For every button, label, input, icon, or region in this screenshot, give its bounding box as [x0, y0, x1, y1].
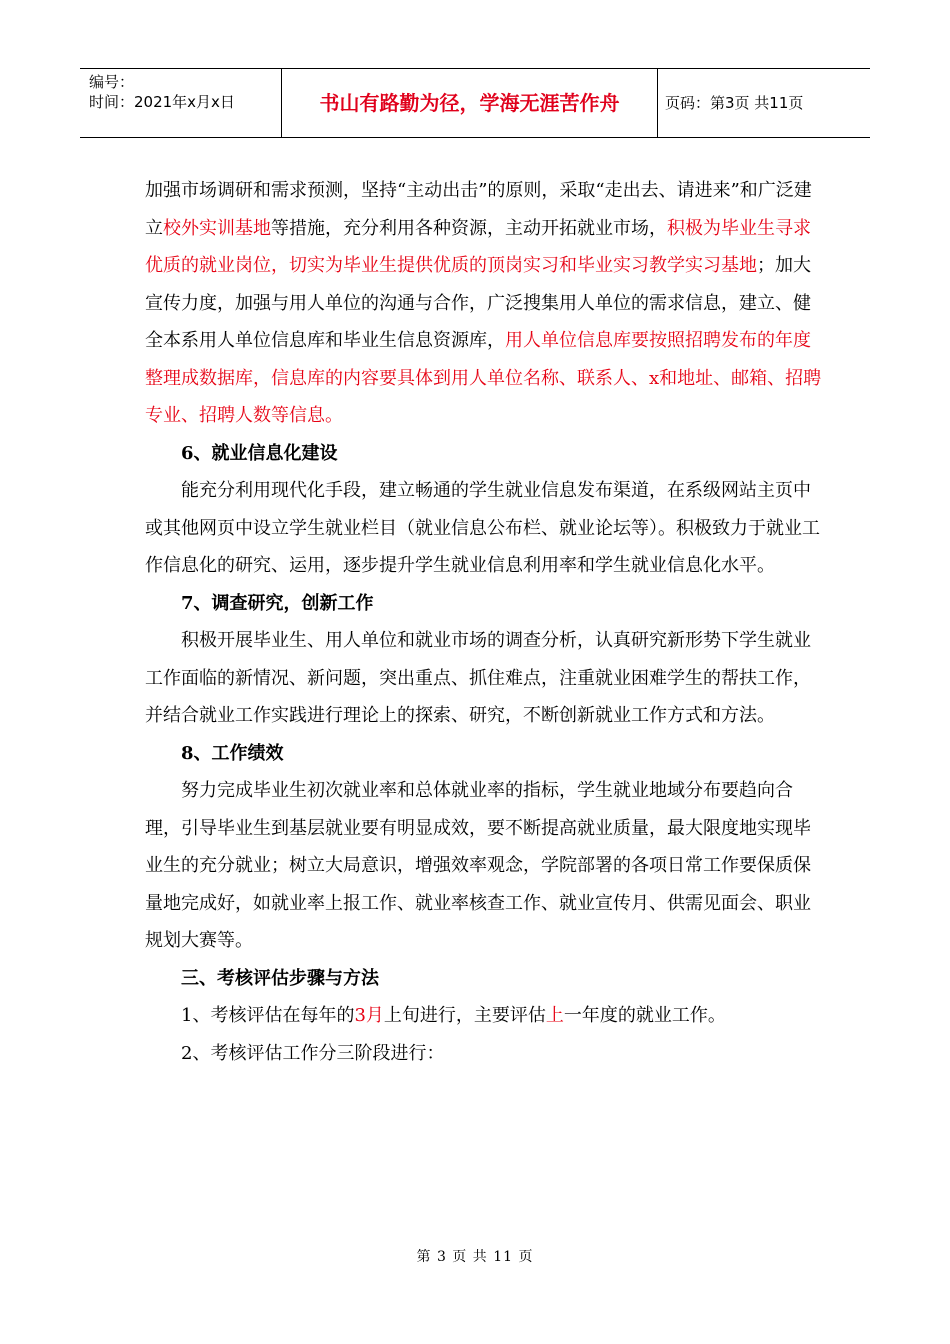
- section-heading-6: 6、就业信息化建设: [181, 442, 338, 464]
- section-heading-7: 7、调查研究，创新工作: [181, 592, 374, 614]
- section-heading-3: 三、考核评估步骤与方法: [181, 967, 379, 989]
- date-label: 时间：2021年x月x日: [89, 93, 235, 111]
- page-footer: 第 3 页 共 11 页: [416, 1249, 534, 1265]
- header-meta: [80, 69, 282, 137]
- number-label: 编号：: [89, 73, 135, 91]
- page-header: [80, 68, 870, 138]
- highlight-text: 积极为毕业生寻求优质的就业岗位，切实为毕业生提供优质的顶岗实习和毕业实习教学实习基地: [145, 217, 811, 276]
- section-heading-8: 8、工作绩效: [181, 742, 284, 764]
- document-body: [145, 172, 825, 1072]
- paragraph-7: 积极开展毕业生、用人单位和就业市场的调查分析，认真研究新形势下学生就业工作面临的新情况、新问题，突出重点、抓住难点，注重就业困难学生的帮扶工作，并结合就业工作实践进行理论上的探索、研究，不断创新就业工作方式和方法。: [145, 630, 811, 726]
- list-item-1: 1、考核评估在每年的3月上旬进行，主要评估上一年度的就业工作。: [181, 1005, 726, 1026]
- paragraph-market: 加强市场调研和需求预测，坚持“主动出击”的原则，采取“走出去、请进来”和广泛建立校外实训基地等措施，充分利用各种资源，主动开拓就业市场，积极为毕业生寻求优质的就业岗位，切实为毕业生提供优质的顶岗实习和毕业实习教学实习基地；加大宣传力度，加强与用人单位的沟通与合作，广泛搜集用人单位的需求信息，建立、健全本系用人单位信息库和毕业生信息资源库，用人单位信息库要按照招聘发布的年度整理成数据库，信息库的内容要具体到用人单位名称、联系人、x和地址、邮箱、招聘专业、招聘人数等信息。: [145, 180, 822, 426]
- header-page-info: 页码：第3页 共11页: [665, 94, 804, 112]
- highlight-text: 校外实训基地: [163, 217, 271, 239]
- highlight-text: 用人单位信息库要按照招聘发布的年度整理成数据库，信息库的内容要具体到用人单位名称、联系人、x和地址、邮箱、招聘专业、招聘人数等信息。: [145, 330, 822, 426]
- list-item-2: 2、考核评估工作分三阶段进行：: [181, 1042, 445, 1064]
- highlight-text: 3月: [354, 1005, 384, 1026]
- paragraph-8: 努力完成毕业生初次就业率和总体就业率的指标，学生就业地域分布要趋向合理，引导毕业生到基层就业要有明显成效，要不断提高就业质量，最大限度地实现毕业生的充分就业；树立大局意识，增强效率观念，学院部署的各项日常工作要保质保量地完成好，如就业率上报工作、就业率核查工作、就业宣传月、供需见面会、职业规划大赛等。: [145, 780, 811, 951]
- header-motto: 书山有路勤为径，学海无涯苦作舟: [282, 69, 658, 137]
- paragraph-6: 能充分利用现代化手段，建立畅通的学生就业信息发布渠道，在系级网站主页中或其他网页中设立学生就业栏目（就业信息公布栏、就业论坛等）。积极致力于就业工作信息化的研究、运用，逐步提升学生就业信息利用率和学生就业信息化水平。: [145, 480, 820, 576]
- highlight-text: 上: [545, 1005, 564, 1026]
